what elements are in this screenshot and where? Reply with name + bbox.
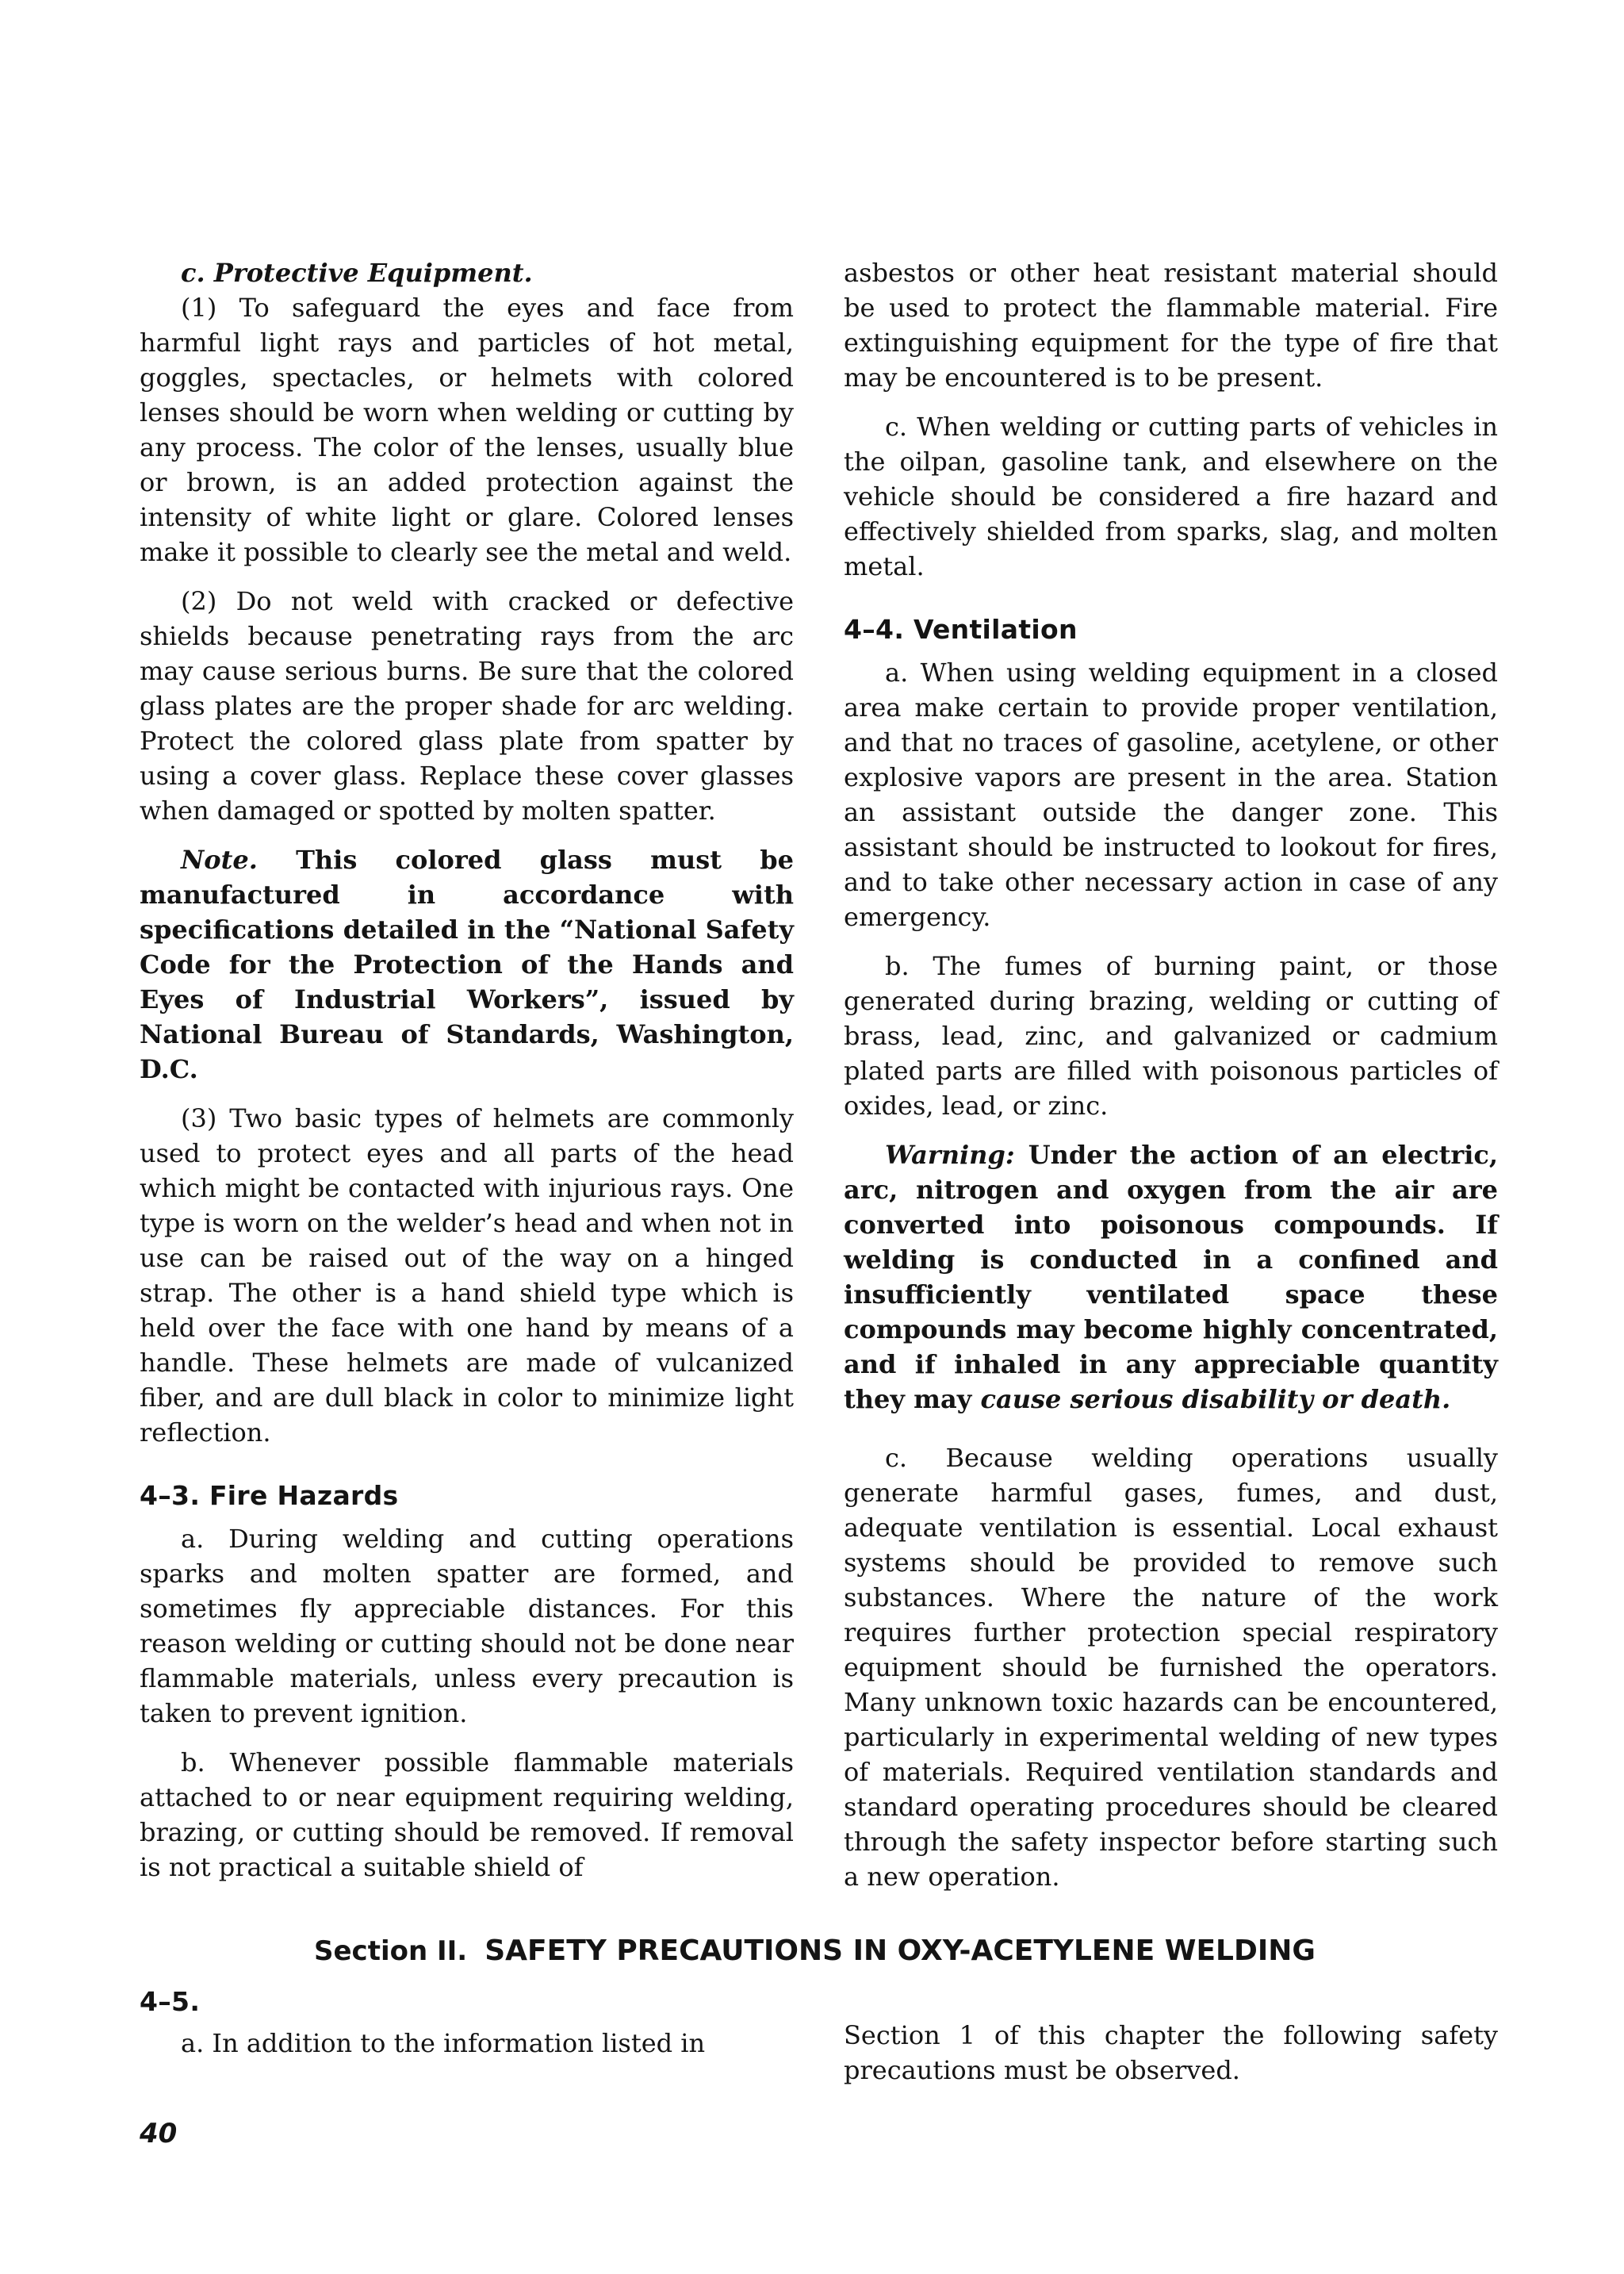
paragraph-fire-a: a. During welding and cutting operations sparks and molten spatter are formed, and sometimes fly appreciable distances. For this reason welding or cutting should not be done near flammable materials, unless every precaution is taken to prevent ignition. xyxy=(140,1524,794,1728)
paragraph-vent-c: c. Because welding operations usually generate harmful gases, fumes, and dust, adequate ventilation is essential. Local exhaust systems should be provided to remove such substances. Where the nature of the work requires further protection special respiratory equipment should be furnished the operators. Many unknown toxic hazards can be encountered, particularly in experimental welding of new types of materials. Required ventilation standards and standard operating procedures should be cleared through the safety inspector before starting such a new operation. xyxy=(844,1443,1498,1892)
fire-hazards-heading: 4–3. Fire Hazards xyxy=(140,1480,399,1511)
warning-block xyxy=(844,1137,1498,1417)
protective-equipment-heading: c. Protective Equipment. xyxy=(181,258,533,288)
paragraph-4-5-cont: Section 1 of this chapter the following safety precautions must be observed. xyxy=(844,2020,1498,2085)
paragraph-vent-b: b. The fumes of burning paint, or those generated during brazing, welding or cutting of brass, lead, zinc, and galvanized or cadmium plated parts are filled with poisonous particles of oxides, lead, or zinc. xyxy=(844,951,1498,1121)
note-text: This colored glass must be manufactured in accordance with specifications detailed in the “National Safety Code for the Protection of the Hands and Eyes of Industrial Workers”, issued by National Bureau of Standards, Washington, D.C. xyxy=(140,845,795,1084)
paragraph-fire-b: b. Whenever possible flammable materials attached to or near equipment requiring welding, brazing, or cutting should be removed. If removal is not practical a suitable shield of xyxy=(140,1747,794,1882)
section-4-5-right xyxy=(844,2018,1498,2088)
ventilation-heading: 4–4. Ventilation xyxy=(844,614,1078,645)
paragraph-helmets: (3) Two basic types of helmets are commonly used to protect eyes and all parts of the head which might be contacted with injurious rays. One type is worn on the welder’s head and when not in use can be raised out of the way on a hinged strap. The other is a hand shield type which is held over the face with one hand by means of a handle. These helmets are made of vulcanized fiber, and are dull black in color to minimize light reflection. xyxy=(140,1103,794,1448)
section-4-5-heading: 4–5. xyxy=(140,1986,201,2017)
paragraph-4-5-a: a. In addition to the information listed in xyxy=(181,2028,706,2058)
right-column xyxy=(844,255,1498,1894)
page-number: 40 xyxy=(140,2118,178,2149)
paragraph-vent-a: a. When using welding equipment in a closed area make certain to provide proper ventilation, and that no traces of gasoline, acetylene, or other explosive vapors are present in the area. Station an assistant outside the danger zone. This assistant should be instructed to lookout for fires, and to take other necessary action in case of any emergency. xyxy=(844,658,1498,932)
warning-label: Warning: xyxy=(885,1140,1015,1170)
paragraph-goggles: (1) To safeguard the eyes and face from harmful light rays and particles of hot metal, goggles, spectacles, or helmets with colored lenses should be worn when welding or cutting by any process. The color of the lenses, usually blue or brown, is an added protection against the intensity of white light or glare. Colored lenses make it possible to clearly see the metal and weld. xyxy=(140,293,794,567)
note-label: Note. xyxy=(181,845,258,875)
section-number: Section II. xyxy=(314,1935,468,1967)
section-banner xyxy=(314,1934,1345,1969)
section-title: SAFETY PRECAUTIONS IN OXY-ACETYLENE WELDING xyxy=(485,1935,1316,1967)
note-block xyxy=(140,842,794,1087)
paragraph-shields: (2) Do not weld with cracked or defective shields because penetrating rays from the arc may cause serious burns. Be sure that the colored glass plates are the proper shade for arc welding. Protect the colored glass plate from spatter by using a cover glass. Replace these cover glasses when damaged or spotted by molten spatter. xyxy=(140,586,794,826)
warning-text: Under the action of an electric, arc, nitrogen and oxygen from the air are converted into poisonous compounds. If welding is conducted in a confined and insufficiently ventilated space these compounds may become highly concentrated, and if inhaled in any appreciable quantity they may xyxy=(844,1140,1499,1414)
paragraph-continuation: asbestos or other heat resistant material should be used to protect the flammable material. Fire extinguishing equipment for the type of fire that may be encountered is to be present. xyxy=(844,258,1498,393)
section-4-5-left xyxy=(140,1984,794,2061)
left-column xyxy=(140,255,794,1885)
warning-tail: cause serious disability or death. xyxy=(980,1384,1451,1414)
paragraph-fire-c: c. When welding or cutting parts of vehicles in the oilpan, gasoline tank, and elsewhere on the vehicle should be considered a fire hazard and effectively shielded from sparks, slag, and molten metal. xyxy=(844,412,1498,581)
